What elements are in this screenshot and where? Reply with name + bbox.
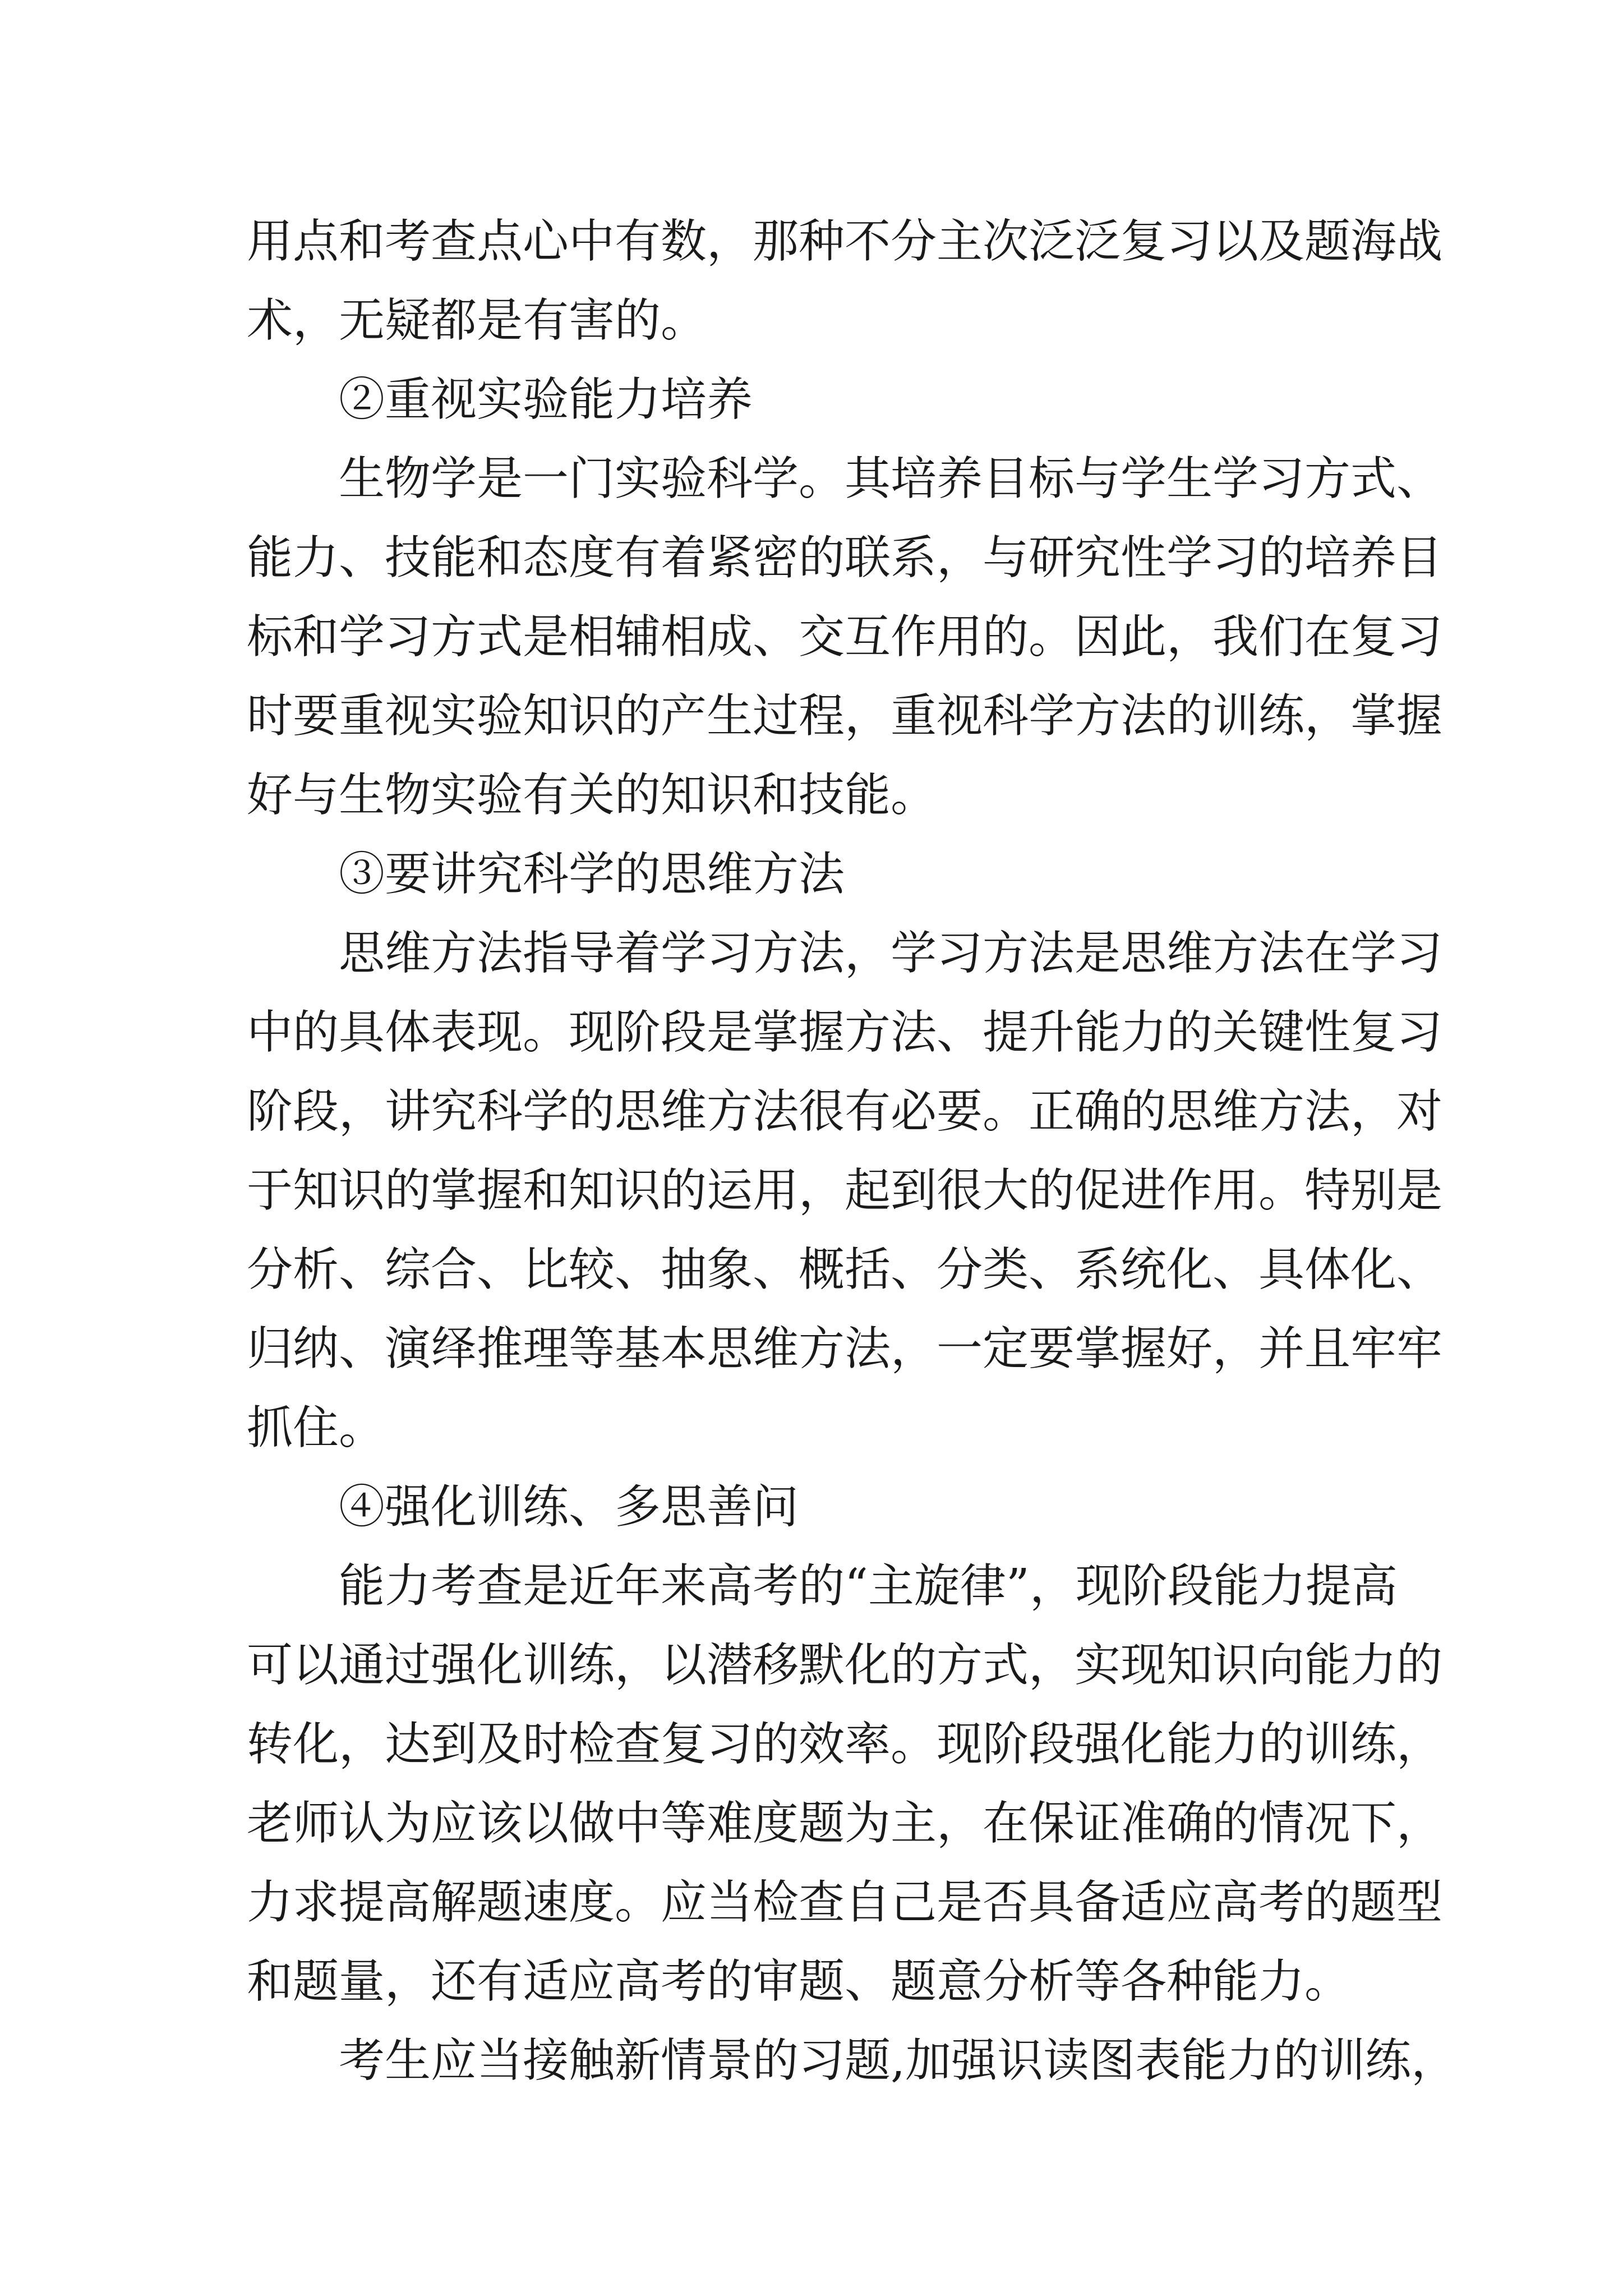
text-line: 时要重视实验知识的产生过程，重视科学方法的训练，掌握 — [247, 689, 1443, 743]
text-line: 力求提高解题速度。应当检查自己是否具备适应高考的题型 — [247, 1876, 1443, 1929]
text-line: 于知识的掌握和知识的运用，起到很大的促进作用。特别是 — [247, 1164, 1443, 1217]
text-line: 考生应当接触新情景的习题,加强识读图表能力的训练， — [339, 2034, 1458, 2087]
text-line: 转化，达到及时检查复习的效率。现阶段强化能力的训练， — [247, 1718, 1443, 1771]
text-line: 老师认为应该以做中等难度题为主，在保证准确的情况下， — [247, 1797, 1443, 1850]
section-heading: ②重视实验能力培养 — [339, 373, 753, 426]
text-line: 阶段，讲究科学的思维方法很有必要。正确的思维方法，对 — [247, 1085, 1443, 1138]
text-line: 术，无疑都是有害的。 — [247, 294, 707, 347]
text-line: 分析、综合、比较、抽象、概括、分类、系统化、具体化、 — [247, 1243, 1443, 1296]
section-heading: ③要讲究科学的思维方法 — [339, 848, 845, 901]
text-line: 和题量，还有适应高考的审题、题意分析等各种能力。 — [247, 1955, 1351, 2008]
text-line: 生物学是一门实验科学。其培养目标与学生学习方式、 — [339, 452, 1443, 505]
text-line: 用点和考查点心中有数，那种不分主次泛泛复习以及题海战 — [247, 215, 1443, 268]
text-line: 能力考查是近年来高考的“主旋律”，现阶段能力提高 — [339, 1559, 1398, 1613]
text-line: 抓住。 — [247, 1401, 385, 1455]
text-line: 归纳、演绎推理等基本思维方法，一定要掌握好，并且牢牢 — [247, 1322, 1443, 1375]
text-line: 思维方法指导着学习方法，学习方法是思维方法在学习 — [339, 927, 1443, 980]
text-line: 好与生物实验有关的知识和技能。 — [247, 769, 937, 822]
body-text — [247, 202, 1458, 2100]
section-heading: ④强化训练、多思善问 — [339, 1480, 799, 1534]
text-line: 能力、技能和态度有着紧密的联系，与研究性学习的培养目 — [247, 531, 1443, 585]
text-line: 标和学习方式是相辅相成、交互作用的。因此，我们在复习 — [247, 610, 1443, 664]
text-line: 中的具体表现。现阶段是掌握方法、提升能力的关键性复习 — [247, 1006, 1443, 1059]
text-line: 可以通过强化训练，以潜移默化的方式，实现知识向能力的 — [247, 1639, 1443, 1692]
